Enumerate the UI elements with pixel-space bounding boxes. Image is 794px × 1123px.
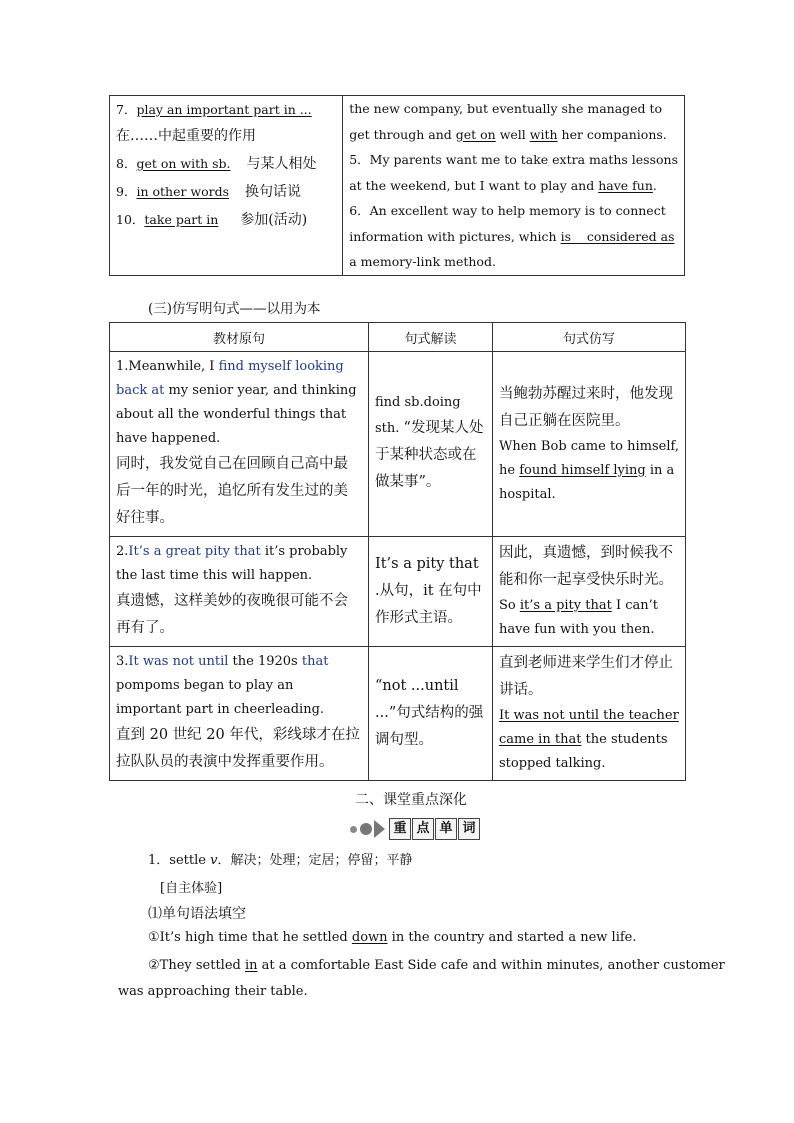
phrase-list-cell — [110, 96, 343, 276]
banner-char: 词 — [458, 818, 480, 840]
original-sentence-cell: 1.Meanwhile, I find myself looking back at my senior year, and thinking about all the wonderful things that have happened. 同时，我发觉自己在回顾自己高中最后一年的时光，追忆所有发生过的美好往事。 — [110, 352, 369, 537]
sentence-line: a memory-link method. — [349, 254, 496, 269]
original-sentence-cell: 2.It’s a great pity that it’s probably the last time this will happen. 真遗憾，这样美妙的夜晚很可能不会再有了。 — [110, 537, 369, 647]
phrase-item-8: 8．get on with sb. 与某人相处 — [116, 156, 317, 172]
banner-char: 点 — [412, 818, 434, 840]
self-experience-label: [自主体验] — [160, 881, 223, 896]
task-label: ⑴单句语法填空 — [148, 906, 246, 922]
table-row — [110, 537, 686, 647]
sentence-line: at the weekend, but I want to play and have fun. — [349, 177, 657, 193]
table-row — [110, 352, 686, 537]
explain-cell: find sb.doing sth. “发现某人处于某种状态或在做某事”。 — [369, 352, 493, 537]
exercise-sentence-1: ①It’s high time that he settled down in the country and started a new life. — [148, 930, 637, 945]
column-header-original: 教材原句 — [110, 323, 369, 352]
key-words-banner — [350, 818, 481, 840]
phrase-item-7-meaning: 在……中起重要的作用 — [116, 128, 256, 144]
imitate-cell: 直到老师进来学生们才停止讲话。 It was not until the teacher came in that the students stopped talking. — [493, 647, 686, 781]
explain-cell: It’s a pity that .从句，it 在句中作形式主语。 — [369, 537, 493, 647]
imitate-cell: 因此，真遗憾，到时候我不能和你一起享受快乐时光。 So it’s a pity that I can’t have fun with you then. — [493, 537, 686, 647]
sentence-line: get through and get on well with her companions. — [349, 126, 667, 142]
column-header-explain: 句式解读 — [369, 323, 493, 352]
bullet-icon — [350, 826, 357, 833]
arrow-right-icon — [374, 820, 385, 838]
section-title: 二、课堂重点深化 — [355, 792, 467, 808]
sentence-line: information with pictures, which is considered as — [349, 228, 675, 244]
sentence-line: 6．An excellent way to help memory is to connect — [349, 203, 666, 218]
phrase-table — [109, 95, 685, 276]
sentence-line: 5．My parents want me to take extra maths lessons — [349, 152, 678, 167]
sentence-list-cell — [343, 96, 685, 276]
phrase-item-9: 9．in other words 换句话说 — [116, 184, 302, 200]
banner-char: 重 — [389, 818, 411, 840]
banner-char: 单 — [435, 818, 457, 840]
sentence-line: the new company, but eventually she managed to — [349, 101, 663, 116]
exercise-sentence-2: ②They settled in at a comfortable East Side cafe and within minutes, another customer — [148, 958, 725, 973]
imitate-cell: 当鲍勃苏醒过来时，他发现自己正躺在医院里。 When Bob came to himself, he found himself lying in a hospital. — [493, 352, 686, 537]
table-row — [110, 647, 686, 781]
section-title: (三)仿写明句式——以用为本 — [148, 301, 321, 317]
sentence-pattern-table — [109, 322, 686, 781]
column-header-imitate: 句式仿写 — [493, 323, 686, 352]
bullet-icon — [360, 823, 372, 835]
phrase-item-10: 10．take part in 参加(活动) — [116, 212, 308, 228]
exercise-sentence-2-cont: was approaching their table. — [118, 984, 308, 999]
original-sentence-cell: 3.It was not until the 1920s that pompoms began to play an important part in cheerleading. 直到 20 世纪 20 年代，彩线球才在拉拉队队员的表演中发挥重要作用。 — [110, 647, 369, 781]
word-heading: 1．settle v．解决；处理；定居；停留；平静 — [148, 853, 413, 868]
phrase-item-7: 7．play an important part in ... — [116, 102, 312, 117]
explain-cell: “not ...until ...”句式结构的强调句型。 — [369, 647, 493, 781]
